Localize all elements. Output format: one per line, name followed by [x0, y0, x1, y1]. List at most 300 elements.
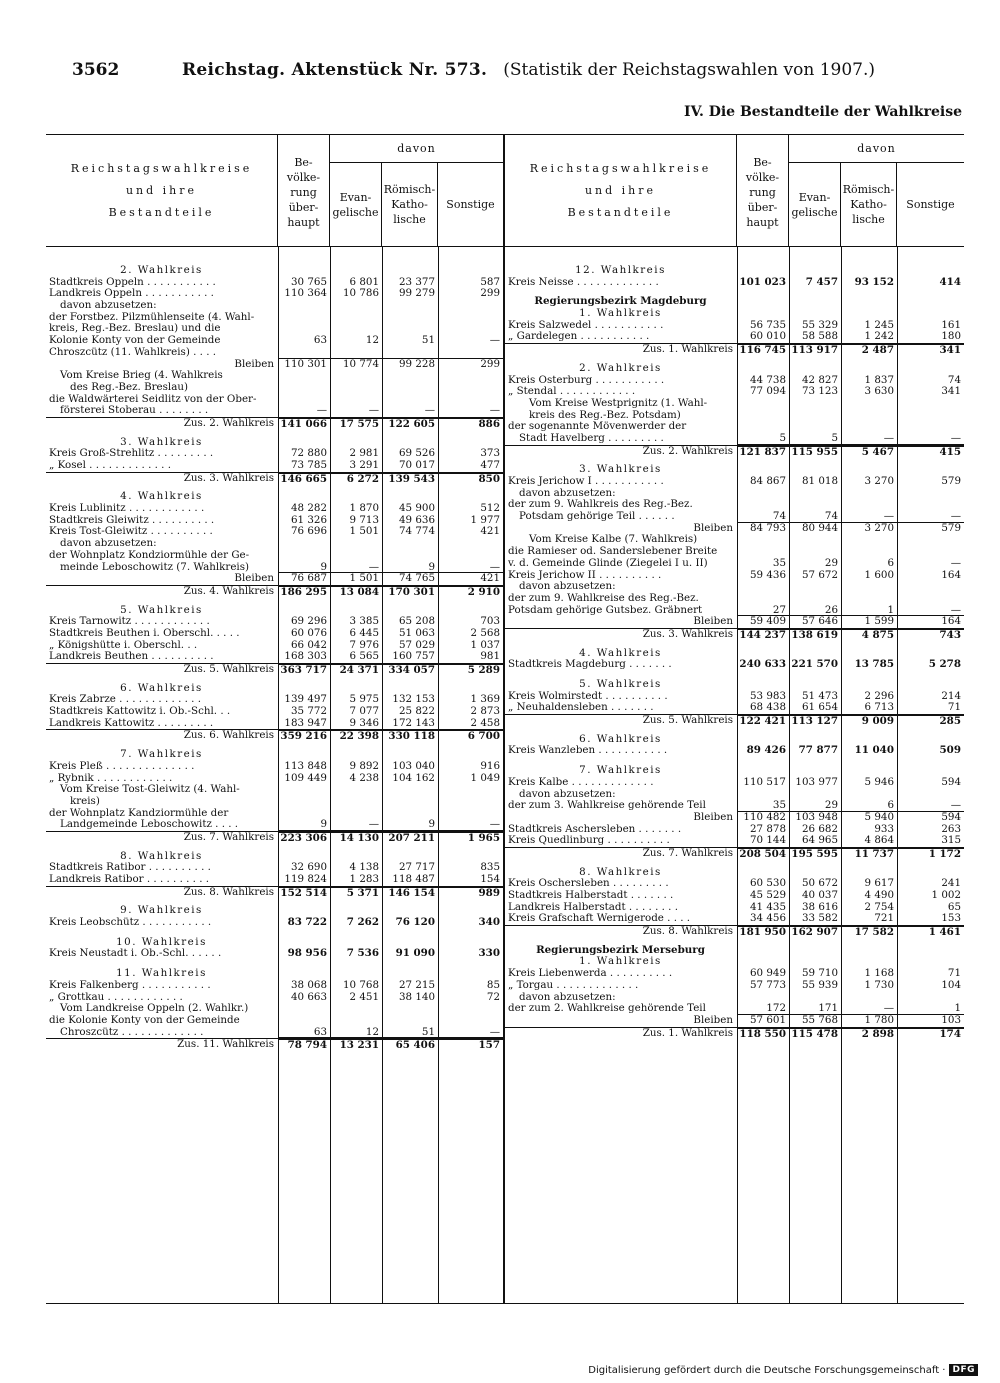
cell-population: 181 950 [737, 926, 789, 937]
cell-other [438, 300, 503, 312]
row-label: davon abzusetzen: [60, 300, 157, 312]
cell-evangelical [789, 488, 841, 500]
row-spacer [505, 726, 964, 734]
column-divider [737, 247, 738, 1303]
page-number: 3562 [72, 60, 120, 80]
cell-evangelical: 55 768 [801, 1014, 838, 1026]
row-label: Kreis Oschersleben . . . . . . . . . [508, 878, 669, 890]
table-row [46, 718, 503, 730]
cell-other: 299 [480, 288, 500, 300]
cell-catholic: 99 279 [398, 288, 435, 300]
cell-evangelical [789, 593, 841, 605]
cell-other [897, 867, 964, 879]
cell-population: 30 765 [290, 276, 327, 288]
row-spacer [505, 456, 964, 464]
cell-evangelical: 29 [824, 557, 838, 569]
cell-catholic [841, 308, 897, 320]
cell-population [278, 683, 330, 695]
cell-evangelical: 2 981 [349, 448, 379, 460]
row-label: kreis, Reg.-Bez. Breslau) und die [49, 323, 221, 335]
column-population-header: Be-völke-rung über-haupt [737, 135, 789, 246]
cell-population: 363 717 [278, 664, 330, 675]
cell-other [438, 937, 503, 949]
cell-population: 110 364 [284, 288, 327, 300]
row-label: Kreis Falkenberg . . . . . . . . . . . [49, 979, 211, 991]
district-heading [505, 956, 964, 968]
cell-population [737, 296, 789, 308]
cell-evangelical: 12 [330, 1027, 382, 1039]
cell-evangelical: 9 892 [349, 760, 379, 772]
row-label: Kreis Tarnowitz . . . . . . . . . . . . [49, 616, 210, 628]
cell-population [278, 437, 330, 449]
column-davon-group [330, 135, 503, 246]
cell-other: 594 [941, 776, 961, 788]
cell-other: 850 [438, 473, 503, 484]
cell-other: 299 [480, 358, 500, 370]
cell-evangelical: 10 768 [342, 979, 379, 991]
total-row [505, 745, 964, 757]
cell-population [278, 905, 330, 917]
row-label: Kreis Leobschütz . . . . . . . . . . . [49, 917, 212, 929]
cell-population: 78 794 [278, 1039, 330, 1050]
cell-population: 53 983 [749, 690, 786, 702]
row-label: Bleiben [234, 573, 274, 585]
cell-other [897, 593, 964, 605]
row-label: „ Torgau . . . . . . . . . . . . . [508, 979, 639, 991]
cell-other: 415 [897, 446, 964, 457]
total-row [46, 472, 503, 484]
cell-other: 1 965 [438, 832, 503, 843]
row-label: 12. Wahlkreis [575, 265, 666, 276]
cell-population: 359 216 [278, 730, 330, 741]
cell-population [737, 734, 789, 746]
cell-population [278, 382, 330, 394]
cell-population: 59 409 [749, 616, 786, 628]
table-row [505, 878, 964, 890]
cell-evangelical [330, 808, 382, 820]
cell-other [897, 992, 964, 1004]
table-row [505, 968, 964, 980]
cell-evangelical [789, 308, 841, 320]
cell-evangelical: 14 130 [330, 832, 382, 843]
district-heading [505, 734, 964, 746]
cell-population: 70 144 [749, 835, 786, 847]
cell-catholic [841, 464, 897, 476]
cell-evangelical [789, 398, 841, 410]
row-label: Kreis Neisse . . . . . . . . . . . . . [508, 276, 659, 288]
cell-catholic: 1 [841, 605, 897, 617]
cell-population: 57 601 [749, 1014, 786, 1026]
row-label: Landkreis Beuthen . . . . . . . . . . [49, 651, 214, 663]
cell-catholic: 23 377 [398, 276, 435, 288]
cell-other [897, 956, 964, 968]
row-spacer [505, 640, 964, 648]
cell-catholic [382, 1015, 438, 1027]
cell-catholic [841, 410, 897, 422]
cell-catholic [382, 808, 438, 820]
row-label: der zum 2. Wahlkreise gehörende Teil [508, 1003, 706, 1015]
row-label: Kreis Liebenwerda . . . . . . . . . . [508, 968, 673, 980]
cell-population: 73 785 [290, 460, 327, 471]
cell-other: 330 [478, 948, 500, 960]
cell-population [737, 679, 789, 691]
row-label: Zus. 7. Wahlkreis [183, 831, 274, 843]
cell-evangelical [789, 296, 841, 308]
cell-other: 981 [480, 651, 500, 663]
table-row [505, 800, 964, 812]
cell-evangelical: 10 774 [342, 358, 379, 370]
row-label: der zum 9. Wahlkreis des Reg.-Bez. [508, 499, 693, 511]
cell-evangelical: 73 123 [801, 386, 838, 398]
cell-other [438, 491, 503, 503]
cell-catholic: — [841, 433, 897, 445]
cell-evangelical [330, 796, 382, 808]
cell-other: 1 [897, 1003, 964, 1015]
footer [588, 1364, 978, 1376]
cell-evangelical: 138 619 [789, 629, 841, 640]
cell-other [438, 605, 503, 617]
table-row [46, 526, 503, 538]
row-label: der Wohnplatz Kondziormühle der Ge- [49, 549, 250, 561]
cell-other [897, 265, 964, 277]
table-row [46, 761, 503, 773]
column-population-header: Be-völke-rung über-haupt [278, 135, 330, 246]
cell-catholic [841, 734, 897, 746]
cell-population: 116 745 [737, 344, 789, 355]
table-row [505, 546, 964, 558]
cell-population: 121 837 [737, 446, 789, 457]
cell-catholic: 27 215 [398, 979, 435, 991]
cell-population: 77 094 [749, 386, 786, 398]
cell-other [438, 1015, 503, 1027]
cell-other: 579 [941, 476, 961, 487]
column-evangelical-header: Evan-gelische [330, 163, 382, 246]
cell-population: 35 [772, 557, 786, 569]
column-divider [789, 247, 790, 1303]
cell-other [438, 347, 503, 359]
row-label: der zum 3. Wahlkreise gehörende Teil [508, 800, 706, 812]
cell-evangelical [789, 734, 841, 746]
section-title: IV. Die Bestandteile der Wahlkreise [684, 104, 962, 120]
row-label: meinde Leboschowitz (7. Wahlkreis) [60, 561, 250, 573]
row-label: Potsdam gehörige Gutsbez. Gräbnert [508, 604, 703, 616]
row-spacer [505, 355, 964, 363]
cell-population: 152 514 [278, 887, 330, 898]
cell-population: 168 303 [284, 651, 327, 663]
district-heading [505, 765, 964, 777]
row-label: Zus. 5. Wahlkreis [642, 715, 733, 726]
cell-population: 27 [737, 605, 789, 617]
cell-other: 241 [941, 878, 961, 890]
table-row [46, 1003, 503, 1015]
cell-catholic: 1 599 [864, 616, 894, 628]
cell-evangelical [330, 1015, 382, 1027]
cell-evangelical [330, 784, 382, 796]
cell-evangelical [330, 851, 382, 863]
table-row [46, 288, 503, 300]
footer-text: Digitalisierung gefördert durch die Deutsche Forschungsgemeinschaft · [588, 1364, 946, 1376]
row-label: 9. Wahlkreis [120, 905, 203, 917]
column-davon-header: davon [330, 135, 503, 163]
cell-other: 579 [941, 522, 961, 534]
cell-other: 65 [947, 901, 961, 913]
cell-evangelical: 10 786 [342, 288, 379, 300]
row-label: Zus. 2. Wahlkreis [642, 445, 733, 457]
table-row [505, 789, 964, 801]
row-label: der Wohnplatz Kandziormühle der [49, 807, 229, 819]
cell-catholic: 1 837 [864, 374, 894, 386]
row-label: kreis des Reg.-Bez. Potsdam) [529, 409, 681, 421]
cell-other: 263 [941, 823, 961, 835]
cell-catholic: 69 526 [398, 448, 435, 460]
cell-catholic [841, 593, 897, 605]
cell-catholic: 170 301 [382, 586, 438, 597]
column-header [505, 135, 964, 247]
total-row [46, 948, 503, 960]
cell-other [438, 968, 503, 980]
row-label: Zus. 8. Wahlkreis [642, 926, 733, 937]
remainder-row [46, 573, 503, 585]
cell-other [897, 734, 964, 746]
cell-other [897, 945, 964, 957]
row-label: 8. Wahlkreis [579, 866, 662, 878]
row-label: Kreis Zabrze . . . . . . . . . . . . . [49, 694, 201, 706]
table-row [46, 784, 503, 796]
cell-evangelical: 40 037 [801, 890, 838, 901]
district-heading [505, 308, 964, 320]
table-row [46, 460, 503, 472]
cell-catholic: 160 757 [392, 651, 435, 663]
column-name-header [505, 135, 737, 246]
cell-catholic: 1 245 [864, 319, 894, 331]
cell-other: 1 049 [470, 772, 500, 784]
cell-other: 989 [438, 887, 503, 898]
cell-population [278, 300, 330, 312]
row-label: Landkreis Oppeln . . . . . . . . . . . [49, 288, 214, 300]
row-label: Zus. 5. Wahlkreis [183, 664, 274, 675]
cell-evangelical: 6 272 [330, 473, 382, 484]
row-label: Stadtkreis Aschersleben . . . . . . . [508, 823, 682, 835]
cell-population [278, 605, 330, 617]
cell-population [737, 410, 789, 422]
table-row [505, 534, 964, 546]
row-label: Bleiben [693, 616, 733, 628]
row-label: „ Königshütte i. Oberschl. . . [49, 639, 198, 651]
cell-population: 45 529 [749, 890, 786, 901]
cell-other [897, 789, 964, 801]
cell-evangelical [789, 648, 841, 660]
cell-catholic: — [841, 511, 897, 523]
table-row [505, 375, 964, 387]
cell-population [278, 808, 330, 820]
cell-evangelical: 5 [789, 433, 841, 445]
cell-other: 71 [947, 968, 961, 980]
cell-population [737, 593, 789, 605]
cell-other [438, 784, 503, 796]
cell-catholic [382, 784, 438, 796]
row-label: Zus. 4. Wahlkreis [183, 585, 274, 597]
cell-population [737, 499, 789, 511]
table-row [505, 980, 964, 992]
cell-catholic [841, 265, 897, 277]
cell-population: 66 042 [290, 639, 327, 651]
cell-population: 57 773 [749, 979, 786, 991]
cell-evangelical: 22 398 [330, 730, 382, 741]
cell-population: 27 878 [749, 823, 786, 835]
cell-evangelical: 13 084 [330, 586, 382, 597]
row-spacer [505, 757, 964, 765]
table-row [46, 874, 503, 886]
total-row [505, 714, 964, 726]
table-right-half [505, 135, 964, 1303]
table-row [505, 992, 964, 1004]
cell-catholic [382, 968, 438, 980]
cell-other: — [950, 557, 961, 569]
cell-other [438, 683, 503, 695]
cell-catholic: 5 467 [841, 446, 897, 457]
cell-catholic [382, 1003, 438, 1015]
cell-population: 101 023 [739, 276, 786, 288]
cell-evangelical: 26 682 [801, 823, 838, 835]
cell-evangelical [330, 968, 382, 980]
row-spacer [46, 675, 503, 683]
cell-catholic: 57 029 [398, 639, 435, 651]
cell-catholic [841, 789, 897, 801]
cell-evangelical: 64 965 [801, 835, 838, 847]
total-row [505, 925, 964, 937]
cell-evangelical: 58 588 [801, 331, 838, 343]
table-row [46, 773, 503, 785]
cell-population [278, 968, 330, 980]
cell-catholic: 74 765 [398, 573, 435, 585]
cell-catholic [382, 382, 438, 394]
row-label: davon abzusetzen: [519, 581, 616, 593]
cell-catholic: 49 636 [398, 514, 435, 526]
cell-evangelical: 59 710 [801, 968, 838, 980]
column-catholic-header: Römisch-Katho-lische [382, 163, 438, 246]
cell-other: 85 [486, 979, 500, 991]
cell-catholic: 2 487 [841, 344, 897, 355]
row-label: Kreis Wolmirstedt . . . . . . . . . . [508, 690, 668, 702]
cell-evangelical [330, 550, 382, 562]
cell-catholic [841, 534, 897, 546]
cell-evangelical [789, 992, 841, 1004]
cell-other: 153 [941, 913, 961, 925]
cell-catholic: 91 090 [395, 948, 435, 960]
cell-evangelical: 77 877 [798, 745, 838, 757]
cell-evangelical: 115 955 [789, 446, 841, 457]
cell-other [438, 851, 503, 863]
cell-population [737, 363, 789, 375]
cell-population: — [316, 405, 327, 417]
cell-population: 98 956 [287, 948, 327, 960]
district-heading [505, 363, 964, 375]
cell-population [737, 867, 789, 879]
column-catholic-header: Römisch-Katho-lische [841, 163, 897, 246]
cell-population [737, 546, 789, 558]
cell-population [737, 308, 789, 320]
cell-catholic [841, 546, 897, 558]
row-label: des Reg.-Bez. Breslau) [70, 381, 189, 393]
cell-catholic: 3 630 [864, 386, 894, 398]
cell-catholic: 122 605 [382, 418, 438, 429]
cell-catholic: 99 228 [398, 358, 435, 370]
cell-population [737, 992, 789, 1004]
cell-catholic: 4 875 [841, 629, 897, 640]
row-label: Stadtkreis Ratibor . . . . . . . . . . [49, 862, 211, 874]
table-row [505, 488, 964, 500]
cell-other [438, 265, 503, 277]
row-label: „ Grottkau . . . . . . . . . . . . [49, 991, 183, 1003]
cell-catholic: 1 730 [864, 979, 894, 991]
cell-catholic [382, 491, 438, 503]
cell-catholic [382, 370, 438, 382]
cell-population: 63 [313, 335, 327, 347]
cell-catholic: 104 162 [392, 772, 435, 784]
table-row [505, 386, 964, 398]
cell-evangelical [330, 347, 382, 359]
cell-evangelical: 33 582 [801, 913, 838, 925]
row-label: 2. Wahlkreis [120, 265, 203, 276]
cell-other: 341 [941, 386, 961, 398]
cell-population [737, 945, 789, 957]
table-left-half [46, 135, 505, 1303]
cell-evangelical: 162 907 [789, 926, 841, 937]
total-row [46, 585, 503, 597]
cell-other [438, 323, 503, 335]
column-name-line: Reichstagswahlkreise [70, 161, 253, 175]
cell-catholic [841, 363, 897, 375]
table-row [505, 433, 964, 445]
cell-other: 1 002 [931, 890, 961, 901]
region-heading [505, 296, 964, 308]
cell-evangelical: 80 944 [801, 522, 838, 534]
cell-catholic [841, 398, 897, 410]
cell-evangelical: 1 501 [349, 526, 379, 538]
cell-other [897, 308, 964, 320]
cell-catholic: 51 [382, 1027, 438, 1039]
cell-population: 60 949 [749, 968, 786, 980]
table-row [505, 421, 964, 433]
total-row [505, 659, 964, 671]
column-name-line: und ihre [584, 183, 657, 197]
cell-population: 61 326 [290, 514, 327, 526]
cell-population: 172 [737, 1003, 789, 1015]
cell-population: 109 449 [284, 772, 327, 784]
row-label: Zus. 3. Wahlkreis [642, 628, 733, 640]
cell-other: 594 [941, 811, 961, 823]
total-row [46, 663, 503, 675]
cell-catholic [382, 749, 438, 761]
table-row [46, 323, 503, 335]
cell-catholic [382, 683, 438, 695]
cell-evangelical [330, 905, 382, 917]
column-name-header [46, 135, 278, 246]
cell-population: 56 735 [749, 319, 786, 331]
page-header [72, 60, 962, 80]
district-heading [46, 683, 503, 695]
cell-catholic [841, 648, 897, 660]
cell-catholic: 6 [887, 557, 894, 569]
cell-evangelical: — [368, 405, 379, 417]
cell-catholic: 172 143 [392, 717, 435, 729]
cell-population: 76 687 [290, 573, 327, 585]
cell-evangelical [789, 464, 841, 476]
cell-evangelical: 171 [789, 1003, 841, 1015]
cell-other: 72 [486, 991, 500, 1003]
cell-other [438, 808, 503, 820]
cell-evangelical: 103 948 [795, 811, 838, 823]
